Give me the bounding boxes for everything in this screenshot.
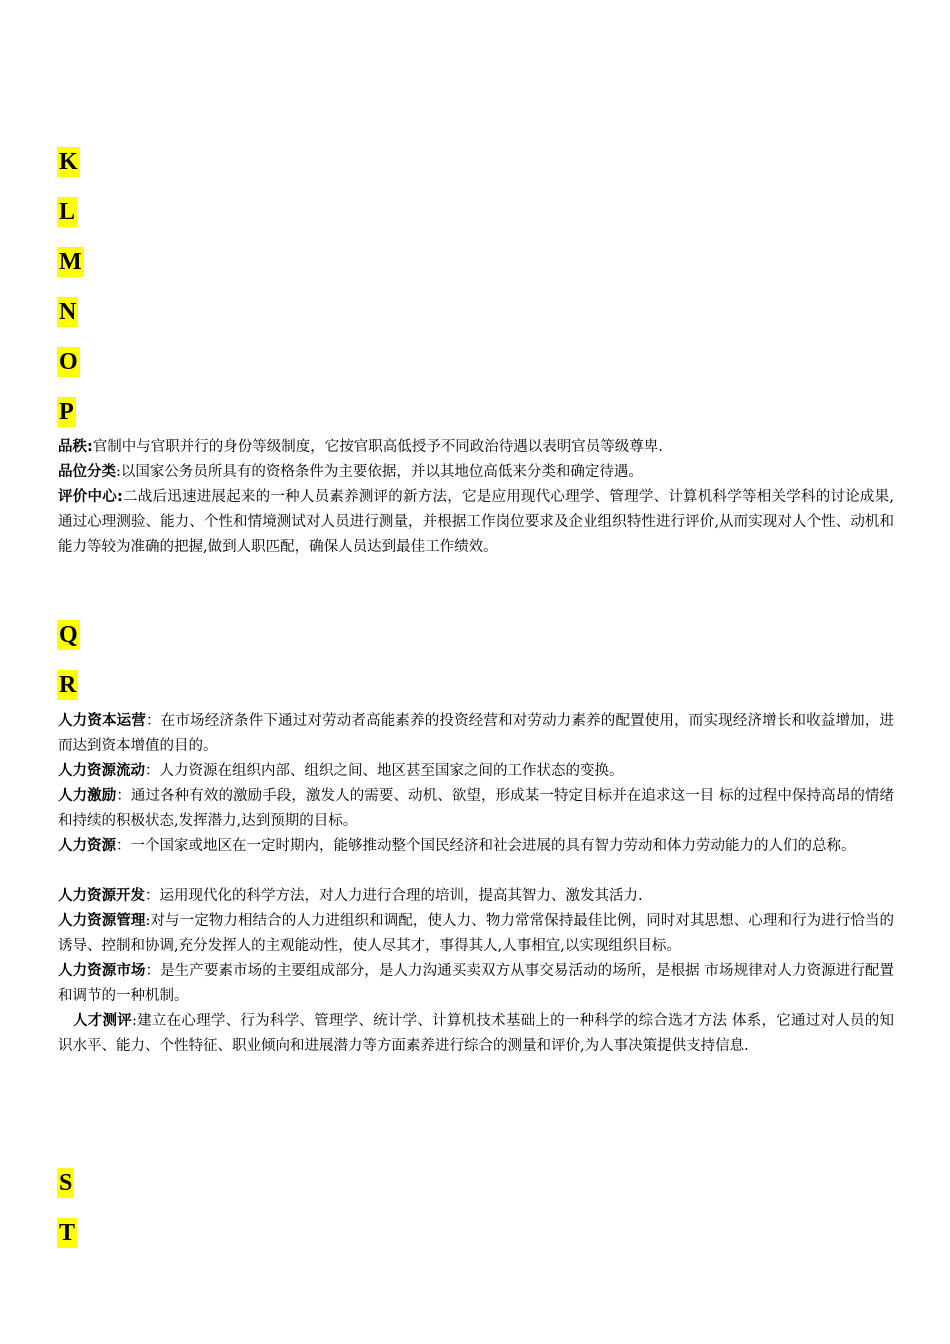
entry-term: 品秩:	[58, 439, 93, 455]
entry-renli-ziyuan-liudong	[58, 759, 894, 784]
section-letter-p: P	[59, 399, 74, 425]
section-letter-r: R	[59, 672, 77, 698]
entry-term: 品位分类	[58, 464, 116, 480]
entry-text: ：人力资源在组织内部、组织之间、地区甚至国家之间的工作状态的变换。	[145, 763, 624, 779]
entry-text: :建立在心理学、行为科学、管理学、统计学、计算机技术基础上的一种科学的综合选才方法 体系，它通过对人员的知识水平、能力、个性特征、职业倾向和进展潜力等方面素养进行综合的测量和评价,为人事决策提供支持信息.	[58, 1013, 894, 1054]
entry-text: 官制中与官职并行的身份等级制度，它按官职高低授予不同政治待遇以表明官员等级尊卑.	[92, 439, 663, 455]
entry-term: 人才测评	[73, 1013, 132, 1029]
section-letter-t: T	[59, 1220, 76, 1246]
entry-rencai-ceping	[58, 1009, 894, 1059]
section-letter-s: S	[59, 1170, 73, 1196]
entry-renli-jili	[58, 784, 894, 834]
section-letter-o: O	[59, 349, 78, 375]
section-letter-q: Q	[59, 622, 78, 648]
entry-term: 人力资源管理	[58, 913, 146, 929]
entry-text: :对与一定物力相结合的人力进组织和调配，使人力、物力常常保持最佳比例，同时对其思想、心理和行为进行恰当的诱导、控制和协调,充分发挥人的主观能动性，使人尽其才，事得其人,人事相宜,以实现组织目标。	[58, 913, 895, 954]
entry-term: 人力资源流动	[58, 763, 145, 779]
section-letter-k: K	[59, 149, 78, 175]
entry-term: 人力资源开发	[58, 888, 145, 904]
entry-term: 人力资源	[58, 838, 116, 854]
entry-renli-ziben-yunying	[58, 709, 894, 759]
section-letter-m: M	[59, 249, 82, 275]
entry-renli-ziyuan-kaifa	[58, 884, 894, 909]
entry-text: :以国家公务员所具有的资格条件为主要依据，并以其地位高低来分类和确定待遇。	[116, 464, 643, 480]
section-letter-n: N	[59, 299, 77, 325]
entry-text: 二战后迅速进展起来的一种人员素养测评的新方法，它是应用现代心理学、管理学、计算机科学等相关学科的讨论成果,通过心理测验、能力、个性和情境测试对人员进行测量，并根据工作岗位要求及企业组织特性进行评价,从而实现对人个性、动机和能力等较为准确的把握,做到人职匹配，确保人员达到最佳工作绩效。	[58, 489, 894, 555]
entry-text: ：运用现代化的科学方法，对人力进行合理的培训，提高其智力、激发其活力.	[145, 888, 643, 904]
entry-renli-ziyuan	[58, 834, 894, 859]
entry-text: ：一个国家或地区在一定时期内，能够推动整个国民经济和社会进展的具有智力劳动和体力劳动能力的人们的总称。	[116, 838, 856, 854]
entry-term: 人力资本运营	[58, 713, 147, 729]
entry-pinzhi	[58, 435, 894, 460]
entry-term: 人力激励	[58, 788, 117, 804]
entry-pingjia-zhongxin	[58, 485, 894, 560]
entry-term: 人力资源市场	[58, 963, 146, 979]
entry-text: ：通过各种有效的激励手段，激发人的需要、动机、欲望，形成某一特定目标并在追求这一目 标的过程中保持高昂的情绪和持续的积极状态,发挥潜力,达到预期的目标。	[58, 788, 894, 829]
entry-renli-ziyuan-guanli	[58, 909, 894, 959]
section-letter-l: L	[59, 199, 76, 225]
entry-pinwei-fenlei	[58, 460, 894, 485]
entry-text: ：是生产要素市场的主要组成部分，是人力沟通买卖双方从事交易活动的场所，是根据 市场规律对人力资源进行配置和调节的一种机制。	[58, 963, 894, 1004]
entry-term: 评价中心:	[58, 489, 123, 505]
entry-renli-ziyuan-shichang	[58, 959, 894, 1009]
entry-text: ：在市场经济条件下通过对劳动者高能素养的投资经营和对劳动力素养的配置使用，而实现经济增长和收益增加，进而达到资本增值的目的。	[58, 713, 895, 754]
